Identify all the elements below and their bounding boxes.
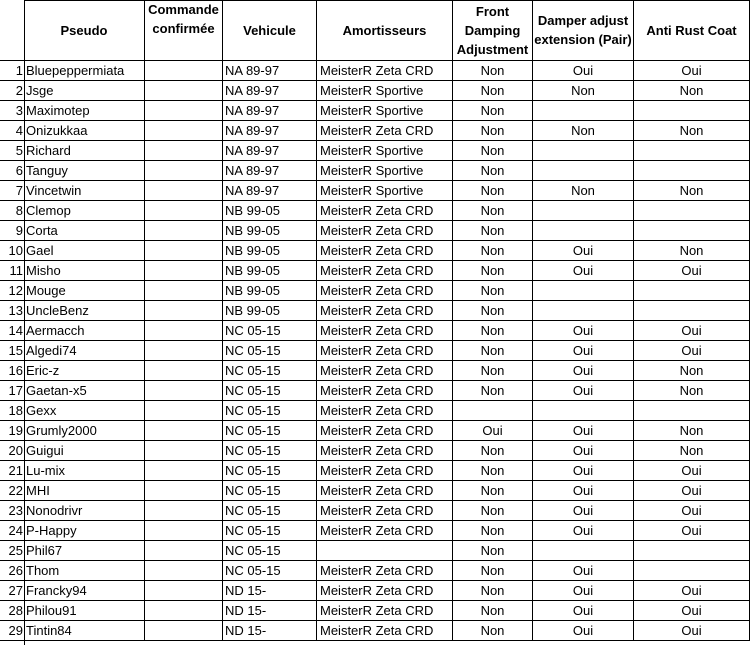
cell-commande[interactable]: [145, 361, 223, 381]
table-row: [0, 401, 750, 421]
cell-anti-rust[interactable]: Oui: [634, 481, 750, 501]
cell-amortisseurs[interactable]: MeisterR Zeta CRD: [317, 221, 453, 241]
cell-front-damping[interactable]: Non: [453, 221, 533, 241]
cell-pseudo[interactable]: Corta: [24, 221, 145, 241]
cell-pseudo[interactable]: Bluepeppermiata: [24, 61, 145, 81]
header-amortisseurs[interactable]: Amortisseurs: [317, 0, 453, 61]
row-number: 21: [0, 461, 24, 481]
table-row: [0, 381, 750, 401]
table-row: [0, 261, 750, 281]
row-number: 22: [0, 481, 24, 501]
cell-anti-rust[interactable]: Non: [634, 361, 750, 381]
cell-commande[interactable]: [145, 501, 223, 521]
table-row: [0, 81, 750, 101]
cell-front-damping[interactable]: Non: [453, 161, 533, 181]
cell-vehicule[interactable]: NC 05-15: [223, 361, 317, 381]
row-number: 25: [0, 541, 24, 561]
cell-damper-extension[interactable]: Oui: [533, 341, 634, 361]
cell-vehicule[interactable]: NA 89-97: [223, 101, 317, 121]
cell-pseudo[interactable]: Grumly2000: [24, 421, 145, 441]
table-row: [0, 461, 750, 481]
cell-front-damping[interactable]: Non: [453, 481, 533, 501]
cell-front-damping[interactable]: [453, 401, 533, 421]
cell-vehicule[interactable]: NC 05-15: [223, 441, 317, 461]
row-number: 27: [0, 581, 24, 601]
cell-pseudo[interactable]: UncleBenz: [24, 301, 145, 321]
cell-damper-extension[interactable]: Oui: [533, 621, 634, 641]
cell-anti-rust[interactable]: [634, 201, 750, 221]
cell-amortisseurs[interactable]: MeisterR Zeta CRD: [317, 201, 453, 221]
cell-anti-rust[interactable]: [634, 301, 750, 321]
cell-front-damping[interactable]: Non: [453, 601, 533, 621]
cell-front-damping[interactable]: Non: [453, 461, 533, 481]
cell-front-damping[interactable]: Non: [453, 61, 533, 81]
cell-pseudo[interactable]: Jsge: [24, 81, 145, 101]
cell-anti-rust[interactable]: Non: [634, 421, 750, 441]
cell-vehicule[interactable]: NC 05-15: [223, 401, 317, 421]
cell-pseudo[interactable]: Francky94: [24, 581, 145, 601]
cell-vehicule[interactable]: NB 99-05: [223, 301, 317, 321]
cell-amortisseurs[interactable]: MeisterR Sportive: [317, 101, 453, 121]
cell-amortisseurs[interactable]: MeisterR Zeta CRD: [317, 581, 453, 601]
cell-anti-rust[interactable]: [634, 561, 750, 581]
cell-front-damping[interactable]: Non: [453, 121, 533, 141]
table-row: [0, 181, 750, 201]
row-number: 5: [0, 141, 24, 161]
table-row: [0, 301, 750, 321]
cell-anti-rust[interactable]: [634, 281, 750, 301]
cell-vehicule[interactable]: NC 05-15: [223, 541, 317, 561]
cell-amortisseurs[interactable]: MeisterR Zeta CRD: [317, 261, 453, 281]
row-number: 19: [0, 421, 24, 441]
cell-vehicule[interactable]: NB 99-05: [223, 261, 317, 281]
row-number: 20: [0, 441, 24, 461]
cell-vehicule[interactable]: NA 89-97: [223, 181, 317, 201]
cell-anti-rust[interactable]: [634, 101, 750, 121]
table-row: [0, 101, 750, 121]
cell-anti-rust[interactable]: [634, 161, 750, 181]
cell-commande[interactable]: [145, 581, 223, 601]
cell-vehicule[interactable]: NA 89-97: [223, 161, 317, 181]
cell-amortisseurs[interactable]: MeisterR Sportive: [317, 81, 453, 101]
cell-anti-rust[interactable]: Non: [634, 181, 750, 201]
cell-vehicule[interactable]: NC 05-15: [223, 321, 317, 341]
cell-anti-rust[interactable]: [634, 141, 750, 161]
cell-front-damping[interactable]: Non: [453, 181, 533, 201]
table-left-border: [24, 0, 25, 645]
cell-vehicule[interactable]: ND 15-: [223, 601, 317, 621]
cell-vehicule[interactable]: NB 99-05: [223, 201, 317, 221]
cell-pseudo[interactable]: Philou91: [24, 601, 145, 621]
cell-damper-extension[interactable]: [533, 201, 634, 221]
cell-pseudo[interactable]: Clemop: [24, 201, 145, 221]
row-number: 18: [0, 401, 24, 421]
header-damper-extension[interactable]: Damper adjust extension (Pair): [533, 0, 634, 61]
cell-commande[interactable]: [145, 341, 223, 361]
cell-amortisseurs[interactable]: MeisterR Zeta CRD: [317, 421, 453, 441]
cell-amortisseurs[interactable]: MeisterR Zeta CRD: [317, 341, 453, 361]
cell-commande[interactable]: [145, 261, 223, 281]
header-commande[interactable]: Commande confirmée: [145, 0, 223, 61]
table-row: [0, 421, 750, 441]
cell-vehicule[interactable]: NC 05-15: [223, 481, 317, 501]
cell-commande[interactable]: [145, 301, 223, 321]
table-row: [0, 221, 750, 241]
row-number: 1: [0, 61, 24, 81]
row-number: 14: [0, 321, 24, 341]
header-pseudo[interactable]: Pseudo: [24, 0, 145, 61]
cell-anti-rust[interactable]: Oui: [634, 341, 750, 361]
cell-vehicule[interactable]: NC 05-15: [223, 561, 317, 581]
cell-damper-extension[interactable]: [533, 161, 634, 181]
cell-vehicule[interactable]: NC 05-15: [223, 501, 317, 521]
cell-amortisseurs[interactable]: MeisterR Zeta CRD: [317, 281, 453, 301]
cell-damper-extension[interactable]: [533, 301, 634, 321]
cell-anti-rust[interactable]: Oui: [634, 521, 750, 541]
cell-pseudo[interactable]: Onizukkaa: [24, 121, 145, 141]
cell-pseudo[interactable]: Eric-z: [24, 361, 145, 381]
table-row: [0, 141, 750, 161]
cell-pseudo[interactable]: Thom: [24, 561, 145, 581]
table-row: [0, 341, 750, 361]
cell-anti-rust[interactable]: [634, 221, 750, 241]
cell-pseudo[interactable]: MHI: [24, 481, 145, 501]
cell-front-damping[interactable]: Non: [453, 501, 533, 521]
row-number: 26: [0, 561, 24, 581]
cell-amortisseurs[interactable]: MeisterR Zeta CRD: [317, 561, 453, 581]
cell-amortisseurs[interactable]: MeisterR Zeta CRD: [317, 241, 453, 261]
cell-front-damping[interactable]: Non: [453, 241, 533, 261]
cell-vehicule[interactable]: NB 99-05: [223, 241, 317, 261]
cell-commande[interactable]: [145, 561, 223, 581]
row-number: 9: [0, 221, 24, 241]
table-row: [0, 361, 750, 381]
cell-damper-extension[interactable]: Oui: [533, 421, 634, 441]
cell-vehicule[interactable]: ND 15-: [223, 621, 317, 641]
cell-damper-extension[interactable]: [533, 221, 634, 241]
cell-pseudo[interactable]: Gael: [24, 241, 145, 261]
cell-anti-rust[interactable]: [634, 401, 750, 421]
cell-commande[interactable]: [145, 181, 223, 201]
cell-front-damping[interactable]: Non: [453, 81, 533, 101]
cell-amortisseurs[interactable]: MeisterR Zeta CRD: [317, 61, 453, 81]
cell-anti-rust[interactable]: Oui: [634, 621, 750, 641]
cell-vehicule[interactable]: NA 89-97: [223, 61, 317, 81]
cell-commande[interactable]: [145, 221, 223, 241]
cell-amortisseurs[interactable]: MeisterR Zeta CRD: [317, 301, 453, 321]
cell-vehicule[interactable]: NB 99-05: [223, 281, 317, 301]
cell-front-damping[interactable]: Non: [453, 301, 533, 321]
cell-front-damping[interactable]: Non: [453, 361, 533, 381]
cell-vehicule[interactable]: NA 89-97: [223, 121, 317, 141]
cell-pseudo[interactable]: Gexx: [24, 401, 145, 421]
cell-pseudo[interactable]: Tintin84: [24, 621, 145, 641]
cell-damper-extension[interactable]: Oui: [533, 601, 634, 621]
row-number: 12: [0, 281, 24, 301]
cell-commande[interactable]: [145, 101, 223, 121]
table-row: [0, 201, 750, 221]
cell-amortisseurs[interactable]: MeisterR Sportive: [317, 141, 453, 161]
table-row: [0, 321, 750, 341]
cell-damper-extension[interactable]: Oui: [533, 441, 634, 461]
row-number: 16: [0, 361, 24, 381]
cell-anti-rust[interactable]: Oui: [634, 581, 750, 601]
cell-commande[interactable]: [145, 61, 223, 81]
cell-amortisseurs[interactable]: [317, 541, 453, 561]
table-row: [0, 621, 750, 641]
row-number: 8: [0, 201, 24, 221]
row-number: 23: [0, 501, 24, 521]
cell-front-damping[interactable]: Non: [453, 541, 533, 561]
cell-amortisseurs[interactable]: MeisterR Sportive: [317, 181, 453, 201]
row-number: 3: [0, 101, 24, 121]
row-number: 29: [0, 621, 24, 641]
table-row: [0, 441, 750, 461]
cell-anti-rust[interactable]: Non: [634, 241, 750, 261]
table-row: [0, 521, 750, 541]
cell-amortisseurs[interactable]: MeisterR Zeta CRD: [317, 361, 453, 381]
cell-pseudo[interactable]: Mouge: [24, 281, 145, 301]
cell-pseudo[interactable]: Phil67: [24, 541, 145, 561]
cell-front-damping[interactable]: Non: [453, 561, 533, 581]
cell-vehicule[interactable]: NC 05-15: [223, 521, 317, 541]
cell-vehicule[interactable]: NA 89-97: [223, 81, 317, 101]
cell-amortisseurs[interactable]: MeisterR Zeta CRD: [317, 441, 453, 461]
cell-commande[interactable]: [145, 441, 223, 461]
row-number: 7: [0, 181, 24, 201]
cell-anti-rust[interactable]: Oui: [634, 321, 750, 341]
cell-anti-rust[interactable]: Oui: [634, 261, 750, 281]
row-number: 2: [0, 81, 24, 101]
cell-vehicule[interactable]: NC 05-15: [223, 421, 317, 441]
cell-pseudo[interactable]: Lu-mix: [24, 461, 145, 481]
cell-vehicule[interactable]: NC 05-15: [223, 341, 317, 361]
table-row: [0, 281, 750, 301]
table-row: [0, 241, 750, 261]
cell-pseudo[interactable]: Maximotep: [24, 101, 145, 121]
cell-anti-rust[interactable]: Oui: [634, 501, 750, 521]
cell-pseudo[interactable]: Algedi74: [24, 341, 145, 361]
cell-amortisseurs[interactable]: MeisterR Zeta CRD: [317, 501, 453, 521]
table-row: [0, 501, 750, 521]
row-number: 15: [0, 341, 24, 361]
cell-amortisseurs[interactable]: MeisterR Sportive: [317, 161, 453, 181]
cell-vehicule[interactable]: NC 05-15: [223, 461, 317, 481]
cell-damper-extension[interactable]: Oui: [533, 321, 634, 341]
row-number: 11: [0, 261, 24, 281]
cell-commande[interactable]: [145, 241, 223, 261]
cell-front-damping[interactable]: Non: [453, 581, 533, 601]
cell-commande[interactable]: [145, 201, 223, 221]
cell-front-damping[interactable]: Non: [453, 381, 533, 401]
cell-anti-rust[interactable]: Oui: [634, 61, 750, 81]
cell-front-damping[interactable]: Non: [453, 141, 533, 161]
cell-commande[interactable]: [145, 401, 223, 421]
cell-damper-extension[interactable]: Oui: [533, 461, 634, 481]
table-row: [0, 561, 750, 581]
cell-amortisseurs[interactable]: MeisterR Zeta CRD: [317, 401, 453, 421]
cell-commande[interactable]: [145, 481, 223, 501]
cell-front-damping[interactable]: Non: [453, 201, 533, 221]
table-row: [0, 61, 750, 81]
cell-damper-extension[interactable]: [533, 281, 634, 301]
cell-commande[interactable]: [145, 461, 223, 481]
cell-front-damping[interactable]: Non: [453, 441, 533, 461]
cell-pseudo[interactable]: Guigui: [24, 441, 145, 461]
cell-commande[interactable]: [145, 121, 223, 141]
header-vehicule[interactable]: Vehicule: [223, 0, 317, 61]
cell-damper-extension[interactable]: Oui: [533, 561, 634, 581]
cell-commande[interactable]: [145, 601, 223, 621]
cell-damper-extension[interactable]: Oui: [533, 521, 634, 541]
cell-commande[interactable]: [145, 81, 223, 101]
row-number: 13: [0, 301, 24, 321]
cell-amortisseurs[interactable]: MeisterR Zeta CRD: [317, 461, 453, 481]
cell-damper-extension[interactable]: [533, 141, 634, 161]
table-row: [0, 481, 750, 501]
cell-damper-extension[interactable]: Non: [533, 81, 634, 101]
cell-amortisseurs[interactable]: MeisterR Zeta CRD: [317, 481, 453, 501]
cell-amortisseurs[interactable]: MeisterR Zeta CRD: [317, 601, 453, 621]
row-number: 17: [0, 381, 24, 401]
cell-damper-extension[interactable]: Oui: [533, 361, 634, 381]
cell-pseudo[interactable]: P-Happy: [24, 521, 145, 541]
cell-commande[interactable]: [145, 281, 223, 301]
table-row: [0, 161, 750, 181]
cell-vehicule[interactable]: NB 99-05: [223, 221, 317, 241]
cell-pseudo[interactable]: Aermacch: [24, 321, 145, 341]
cell-commande[interactable]: [145, 521, 223, 541]
cell-front-damping[interactable]: Non: [453, 341, 533, 361]
cell-amortisseurs[interactable]: MeisterR Zeta CRD: [317, 121, 453, 141]
cell-anti-rust[interactable]: Non: [634, 81, 750, 101]
table-row: [0, 541, 750, 561]
cell-amortisseurs[interactable]: MeisterR Zeta CRD: [317, 381, 453, 401]
cell-pseudo[interactable]: Tanguy: [24, 161, 145, 181]
cell-commande[interactable]: [145, 541, 223, 561]
cell-damper-extension[interactable]: Oui: [533, 61, 634, 81]
cell-damper-extension[interactable]: Oui: [533, 261, 634, 281]
cell-anti-rust[interactable]: Non: [634, 381, 750, 401]
cell-front-damping[interactable]: Non: [453, 281, 533, 301]
table-row: [0, 601, 750, 621]
row-number: 4: [0, 121, 24, 141]
row-number: 10: [0, 241, 24, 261]
cell-front-damping[interactable]: Non: [453, 321, 533, 341]
cell-front-damping[interactable]: Oui: [453, 421, 533, 441]
cell-vehicule[interactable]: ND 15-: [223, 581, 317, 601]
cell-pseudo[interactable]: Richard: [24, 141, 145, 161]
cell-amortisseurs[interactable]: MeisterR Zeta CRD: [317, 521, 453, 541]
cell-commande[interactable]: [145, 621, 223, 641]
cell-front-damping[interactable]: Non: [453, 101, 533, 121]
header-front-damping[interactable]: Front Damping Adjustment: [453, 0, 533, 61]
cell-pseudo[interactable]: Misho: [24, 261, 145, 281]
cell-pseudo[interactable]: Gaetan-x5: [24, 381, 145, 401]
cell-pseudo[interactable]: Nonodrivr: [24, 501, 145, 521]
cell-anti-rust[interactable]: [634, 541, 750, 561]
cell-damper-extension[interactable]: [533, 541, 634, 561]
cell-vehicule[interactable]: NA 89-97: [223, 141, 317, 161]
cell-amortisseurs[interactable]: MeisterR Zeta CRD: [317, 621, 453, 641]
cell-anti-rust[interactable]: Non: [634, 121, 750, 141]
cell-front-damping[interactable]: Non: [453, 521, 533, 541]
table-row: [0, 121, 750, 141]
cell-damper-extension[interactable]: Oui: [533, 241, 634, 261]
row-number-header: [0, 0, 24, 61]
cell-anti-rust[interactable]: Non: [634, 441, 750, 461]
cell-damper-extension[interactable]: [533, 401, 634, 421]
cell-damper-extension[interactable]: Oui: [533, 381, 634, 401]
cell-commande[interactable]: [145, 161, 223, 181]
row-number: 28: [0, 601, 24, 621]
cell-anti-rust[interactable]: Oui: [634, 461, 750, 481]
row-number: 24: [0, 521, 24, 541]
cell-commande[interactable]: [145, 141, 223, 161]
cell-commande[interactable]: [145, 321, 223, 341]
cell-damper-extension[interactable]: Oui: [533, 501, 634, 521]
cell-amortisseurs[interactable]: MeisterR Zeta CRD: [317, 321, 453, 341]
row-number: 6: [0, 161, 24, 181]
cell-commande[interactable]: [145, 381, 223, 401]
cell-front-damping[interactable]: Non: [453, 261, 533, 281]
cell-damper-extension[interactable]: Oui: [533, 481, 634, 501]
table-row: [0, 581, 750, 601]
cell-damper-extension[interactable]: Non: [533, 181, 634, 201]
cell-vehicule[interactable]: NC 05-15: [223, 381, 317, 401]
cell-pseudo[interactable]: Vincetwin: [24, 181, 145, 201]
cell-anti-rust[interactable]: Oui: [634, 601, 750, 621]
header-anti-rust[interactable]: Anti Rust Coat: [634, 0, 750, 61]
cell-damper-extension[interactable]: Oui: [533, 581, 634, 601]
cell-damper-extension[interactable]: [533, 101, 634, 121]
cell-front-damping[interactable]: Non: [453, 621, 533, 641]
cell-damper-extension[interactable]: Non: [533, 121, 634, 141]
cell-commande[interactable]: [145, 421, 223, 441]
